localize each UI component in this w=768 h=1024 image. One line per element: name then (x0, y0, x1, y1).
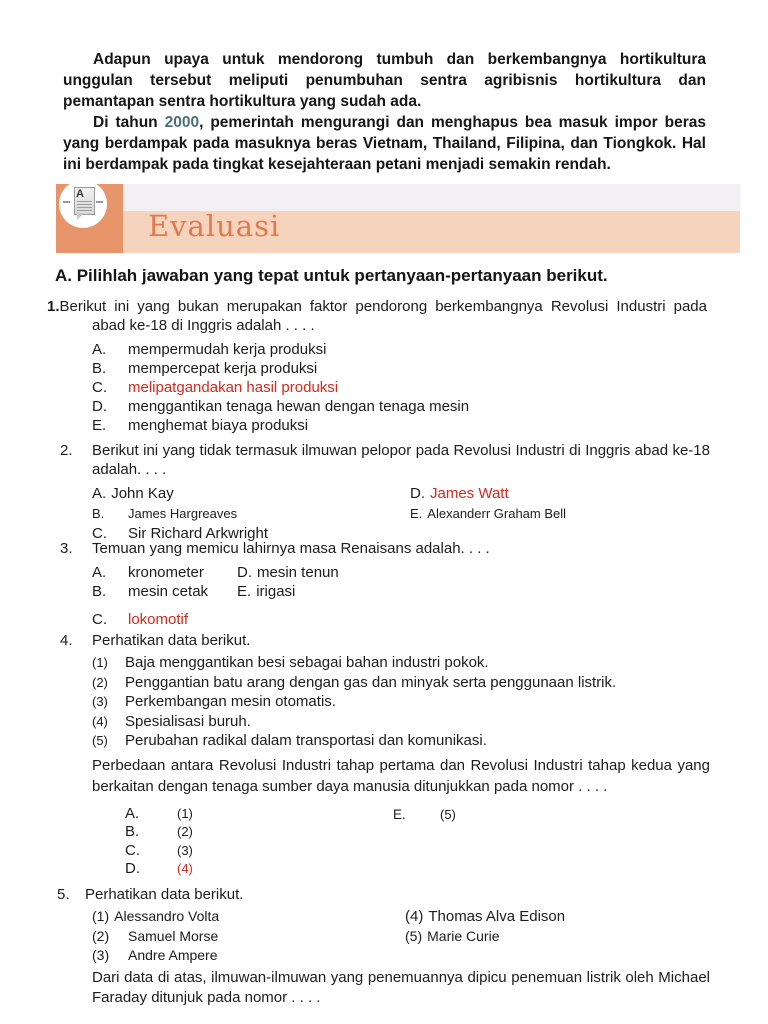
option-letter: B. (92, 506, 105, 521)
paper-grade-letter: A (76, 188, 84, 200)
item-marker: (4) (92, 713, 108, 729)
data-row (92, 907, 710, 927)
option-letter: A. (92, 341, 107, 358)
item-label: Andre Ampere (128, 947, 218, 963)
graded-paper-icon (74, 187, 95, 215)
option-letter: E. (92, 417, 107, 434)
item-marker: (1) (92, 655, 108, 670)
option-row (92, 416, 707, 435)
option-row (92, 610, 710, 629)
option-label: kronometer (128, 564, 204, 581)
option-label: irigasi (256, 583, 296, 600)
question-2 (60, 441, 710, 544)
q1-number: 1. (47, 298, 60, 315)
option-label: John Kay (111, 485, 174, 502)
banner-orange-block (56, 184, 123, 253)
option-label-highlighted: melipatgandakan hasil produksi (128, 379, 339, 396)
question-5 (57, 885, 710, 1009)
q1-stem-line2: abad ke-18 di Inggris adalah . . . . (92, 317, 315, 334)
q2-stem-line1 (60, 441, 710, 460)
q4-stem (60, 631, 710, 650)
option-label: James Hargreaves (128, 506, 238, 521)
option-label: mempercepat kerja produksi (128, 360, 318, 377)
q1-stem-line1 (47, 297, 707, 316)
item-marker: (5) (405, 927, 423, 944)
item-marker: (5) (92, 733, 108, 748)
item-text: Perubahan radikal dalam transportasi dan komunikasi. (125, 732, 487, 749)
option-letter: C. (92, 611, 107, 628)
option-value: (1) (177, 805, 193, 821)
option-left (92, 484, 410, 503)
item-label: Marie Curie (427, 927, 500, 944)
q2-number: 2. (60, 442, 73, 459)
option-left (92, 610, 237, 629)
option-label-highlighted: James Watt (430, 485, 509, 502)
item-marker: (4) (405, 908, 424, 925)
data-row (92, 946, 710, 966)
option-letter: C. (125, 841, 140, 859)
option-letter: A. (125, 804, 140, 822)
option-row (125, 804, 710, 823)
q3-number: 3. (60, 540, 73, 557)
q4-question-paragraph (92, 755, 710, 798)
option-letter: E. (237, 583, 252, 600)
q5-number: 5. (57, 886, 70, 903)
dash-decoration (96, 201, 103, 203)
item-left (92, 907, 405, 926)
item-right (405, 927, 499, 946)
option-letter: D. (237, 564, 252, 581)
evaluasi-banner (56, 184, 740, 253)
dash-decoration (63, 201, 70, 203)
option-letter: A. (92, 564, 107, 581)
option-letter: C. (92, 379, 107, 396)
intro-p2-line1 (63, 112, 706, 133)
item-text: Baja menggantikan besi sebagai bahan industri pokok. (125, 654, 489, 671)
option-letter: E. (393, 806, 406, 822)
banner-top-band (56, 184, 740, 211)
option-row (92, 378, 707, 397)
option-letter: D. (92, 398, 107, 415)
option-row (92, 397, 707, 416)
option-letter: B. (125, 823, 140, 840)
option-value: (2) (177, 824, 193, 839)
year-2000: 2000 (164, 114, 200, 131)
option-label: Alexanderr Graham Bell (427, 506, 567, 521)
option-row (125, 841, 710, 860)
q4-number: 4. (60, 632, 73, 649)
intro-p1-line2: unggulan tersebut meliputi penumbuhan sentra agribisnis hortikultura dan (63, 72, 706, 89)
q5-para-line1: Dari data di atas, ilmuwan-ilmuwan yang penemuannya dipicu penemuan listrik oleh Michael (92, 968, 710, 986)
option-right (237, 582, 295, 601)
item-marker: (2) (92, 674, 108, 690)
paper-tail (77, 213, 84, 220)
intro-p2-line2: yang berdampak pada masuknya beras Vietnam, Thailand, Filipina, dan Tiongkok. Hal (63, 135, 706, 152)
q4-para-line2: berkaitan dengan tenaga sumber daya manusia ditunjukkan pada nomor . . . . (92, 778, 608, 795)
question-3 (60, 539, 710, 629)
option-letter: D. (125, 860, 140, 877)
item-text: Penggantian batu arang dengan gas dan minyak serta penggunaan listrik. (125, 673, 617, 691)
item-right (405, 907, 565, 926)
option-right (237, 563, 339, 582)
item-text: Spesialisasi buruh. (125, 712, 251, 730)
option-row (92, 484, 710, 504)
q4-options (125, 804, 710, 878)
option-letter: C. (92, 525, 107, 542)
data-item (92, 712, 710, 732)
option-label: mesin cetak (128, 583, 209, 600)
option-right (410, 484, 509, 503)
q1-options (47, 340, 707, 435)
section-a-heading: A. Pilihlah jawaban yang tepat untuk pertanyaan-pertanyaan berikut. (55, 266, 608, 285)
option-value: (5) (440, 806, 456, 822)
question-4 (60, 631, 710, 878)
data-item (92, 731, 710, 751)
q3-options (60, 563, 710, 629)
option-label-highlighted: lokomotif (128, 611, 189, 628)
item-text: Perkembangan mesin otomatis. (125, 693, 336, 710)
option-row (92, 563, 710, 582)
intro-p1-line1: Adapun upaya untuk mendorong tumbuh dan berkembangnya hortikultura (93, 51, 706, 68)
q5-question-paragraph (92, 968, 710, 1009)
q4-data-items (92, 653, 710, 751)
item-label: Alessandro Volta (114, 908, 220, 924)
option-letter: B. (92, 360, 107, 377)
paper-text-lines (77, 201, 92, 212)
option-letter: B. (92, 583, 107, 600)
q5-para-line2: Faraday ditunjuk pada nomor . . . . (92, 989, 321, 1006)
data-item (92, 653, 710, 673)
intro-p2-line3: ini berdampak pada tingkat kesejahteraan petani menjadi semakin rendah. (63, 156, 611, 173)
data-row (92, 927, 710, 947)
intro-p1-line3: pemantapan sentra hortikultura yang sudah ada. (63, 93, 422, 110)
intro-paragraphs (63, 49, 706, 175)
option-label: mesin tenun (257, 564, 339, 581)
q5-stem-text: Perhatikan data berikut. (85, 886, 244, 903)
option-left (92, 582, 237, 601)
option-letter: A. (92, 485, 107, 502)
q5-stem (57, 885, 710, 904)
option-left (92, 563, 237, 582)
q3-stem (60, 539, 710, 558)
data-item (92, 692, 710, 712)
item-marker: (1) (92, 908, 110, 924)
q5-data-items (92, 907, 710, 966)
option-row (125, 859, 710, 878)
option-row (125, 822, 710, 841)
data-item (92, 673, 710, 693)
item-left (92, 927, 405, 946)
item-label: Samuel Morse (128, 927, 219, 944)
q2-options (60, 484, 710, 544)
item-marker: (3) (92, 947, 110, 963)
q4-stem-text: Perhatikan data berikut. (92, 632, 251, 649)
option-letter: E. (410, 506, 423, 521)
q2-stem-text: Berikut ini yang tidak termasuk ilmuwan pelopor pada Revolusi Industri di Inggris abad ke-18 (92, 442, 710, 459)
q3-stem-text: Temuan yang memicu lahirnya masa Renaisans adalah. . . . (92, 540, 490, 557)
q4-para-line1: Perbedaan antara Revolusi Industri tahap pertama dan Revolusi Industri tahap kedua yang (92, 756, 710, 774)
q2-stem-line2: adalah. . . . (92, 461, 167, 478)
question-1 (47, 297, 707, 435)
banner-title: Evaluasi (148, 209, 281, 243)
q1-stem-text: Berikut ini yang bukan merupakan faktor pendorong berkembangnya Revolusi Industri pada (59, 298, 707, 315)
p2-prefix: Di tahun (93, 114, 165, 131)
option-value-highlighted: (4) (177, 861, 193, 876)
option-row (92, 359, 707, 378)
item-left (92, 946, 405, 965)
item-marker: (2) (92, 927, 110, 944)
option-row (92, 582, 710, 601)
option-label: menghemat biaya produksi (128, 417, 309, 434)
option-label: Sir Richard Arkwright (128, 525, 269, 542)
banner-circle (59, 180, 107, 228)
option-row (92, 340, 707, 359)
p2-rest: , pemerintah mengurangi dan menghapus bea masuk impor beras (199, 114, 706, 131)
option-label: mempermudah kerja produksi (128, 341, 327, 358)
option-right (410, 504, 566, 523)
option-row (92, 504, 710, 524)
option-label: menggantikan tenaga hewan dengan tenaga mesin (128, 398, 470, 415)
option-letter: D. (410, 485, 425, 502)
item-label: Thomas Alva Edison (428, 908, 566, 925)
option-left (92, 504, 410, 523)
item-marker: (3) (92, 694, 108, 709)
option-value: (3) (177, 842, 193, 858)
